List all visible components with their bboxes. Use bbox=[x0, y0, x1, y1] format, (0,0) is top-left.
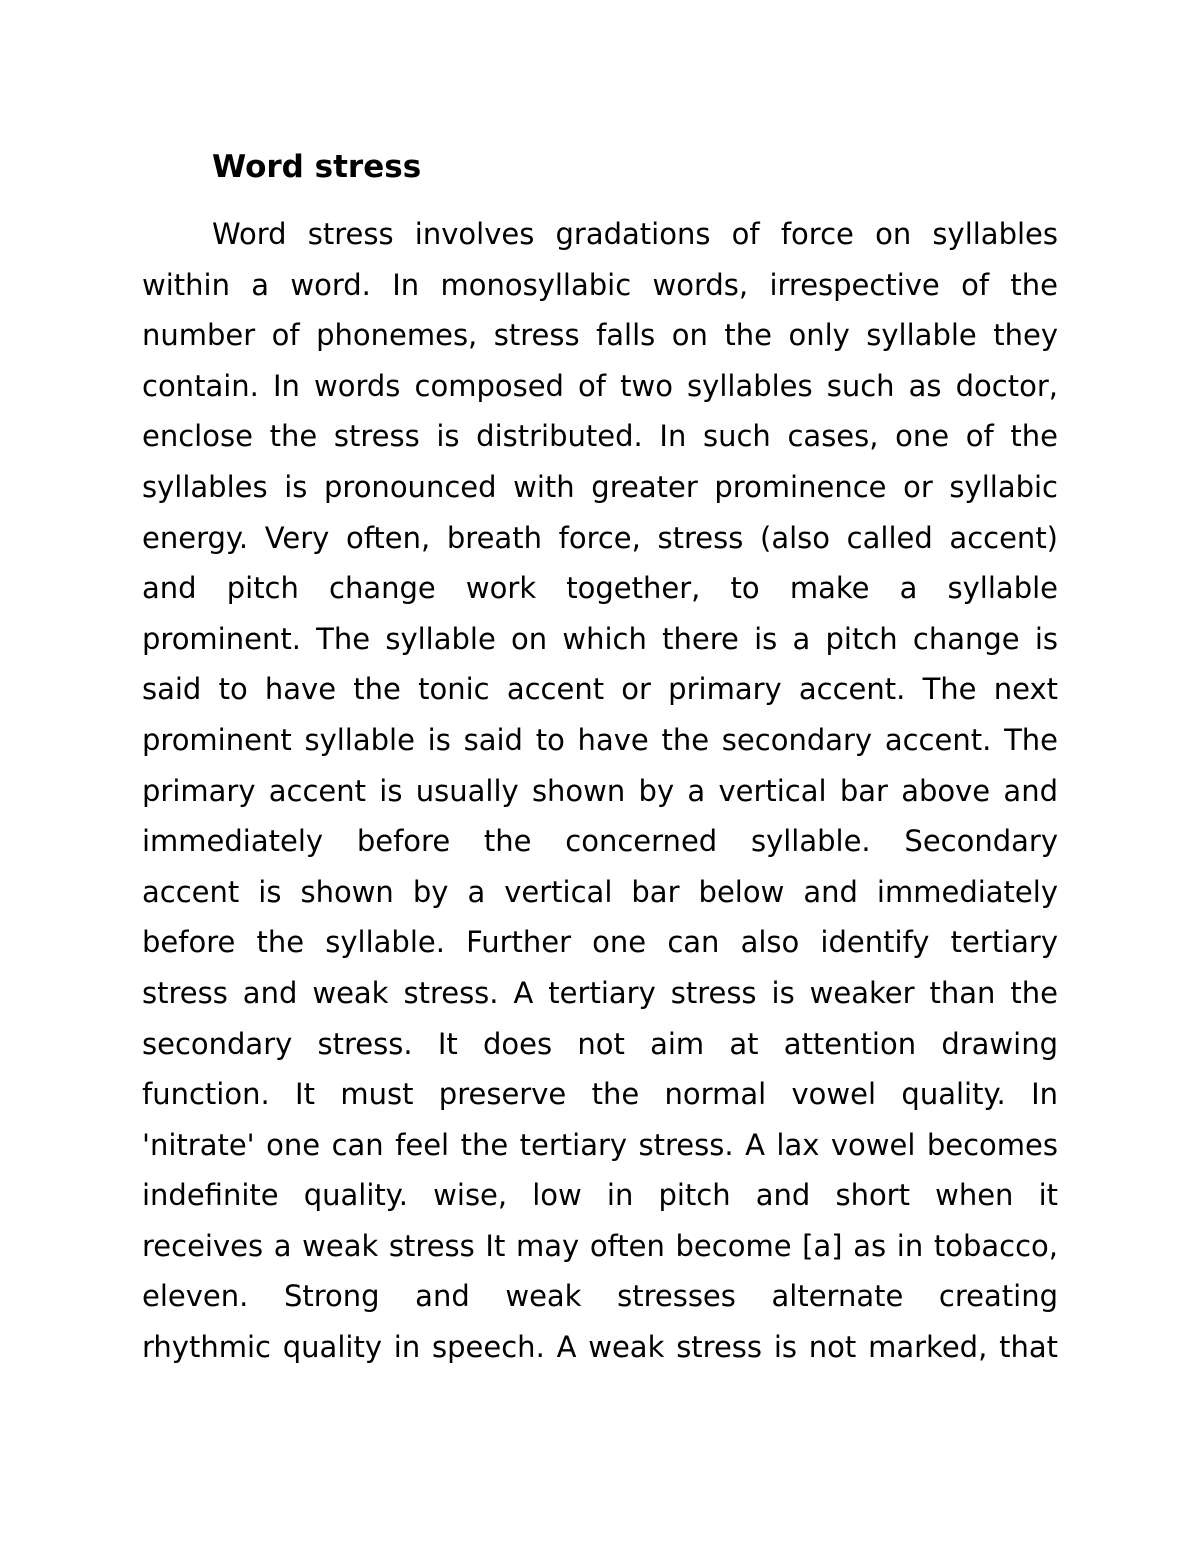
paragraph-line: secondary stress. It does not aim at attention drawing bbox=[142, 1026, 1058, 1061]
paragraph-line: receives a weak stress It may often become [a] as in tobacco, bbox=[142, 1228, 1058, 1263]
paragraph-line: eleven. Strong and weak stresses alternate creating bbox=[142, 1279, 1058, 1314]
paragraph-line: contain. In words composed of two syllables such as doctor, bbox=[142, 368, 1058, 403]
paragraph-line: prominent. The syllable on which there is a pitch change is bbox=[142, 621, 1058, 656]
paragraph-line: enclose the stress is distributed. In such cases, one of the bbox=[142, 419, 1058, 454]
body-paragraph bbox=[142, 209, 1058, 1373]
page-title: Word stress bbox=[212, 149, 422, 185]
paragraph-line: primary accent is usually shown by a vertical bar above and bbox=[142, 773, 1058, 808]
paragraph-line: immediately before the concerned syllable. Secondary bbox=[142, 824, 1058, 859]
paragraph-line: before the syllable. Further one can also identify tertiary bbox=[142, 925, 1058, 960]
paragraph-line: syllables is pronounced with greater prominence or syllabic bbox=[142, 469, 1058, 504]
paragraph-line: energy. Very often, breath force, stress (also called accent) bbox=[142, 520, 1058, 555]
paragraph-line: within a word. In monosyllabic words, irrespective of the bbox=[142, 267, 1058, 302]
paragraph-line: rhythmic quality in speech. A weak stress is not marked, that bbox=[142, 1330, 1058, 1365]
paragraph-line: said to have the tonic accent or primary accent. The next bbox=[142, 672, 1058, 707]
paragraph-line: function. It must preserve the normal vowel quality. In bbox=[142, 1077, 1058, 1112]
paragraph-line: stress and weak stress. A tertiary stress is weaker than the bbox=[142, 975, 1058, 1010]
paragraph-line: indefinite quality. wise, low in pitch and short when it bbox=[142, 1178, 1058, 1213]
paragraph-line: number of phonemes, stress falls on the only syllable they bbox=[142, 318, 1058, 353]
paragraph-line: accent is shown by a vertical bar below and immediately bbox=[142, 874, 1058, 909]
paragraph-line: prominent syllable is said to have the secondary accent. The bbox=[142, 722, 1058, 757]
paragraph-line: Word stress involves gradations of force on syllables bbox=[212, 217, 1058, 251]
paragraph-line: 'nitrate' one can feel the tertiary stress. A lax vowel becomes bbox=[142, 1127, 1058, 1162]
paragraph-line: and pitch change work together, to make a syllable bbox=[142, 571, 1058, 606]
